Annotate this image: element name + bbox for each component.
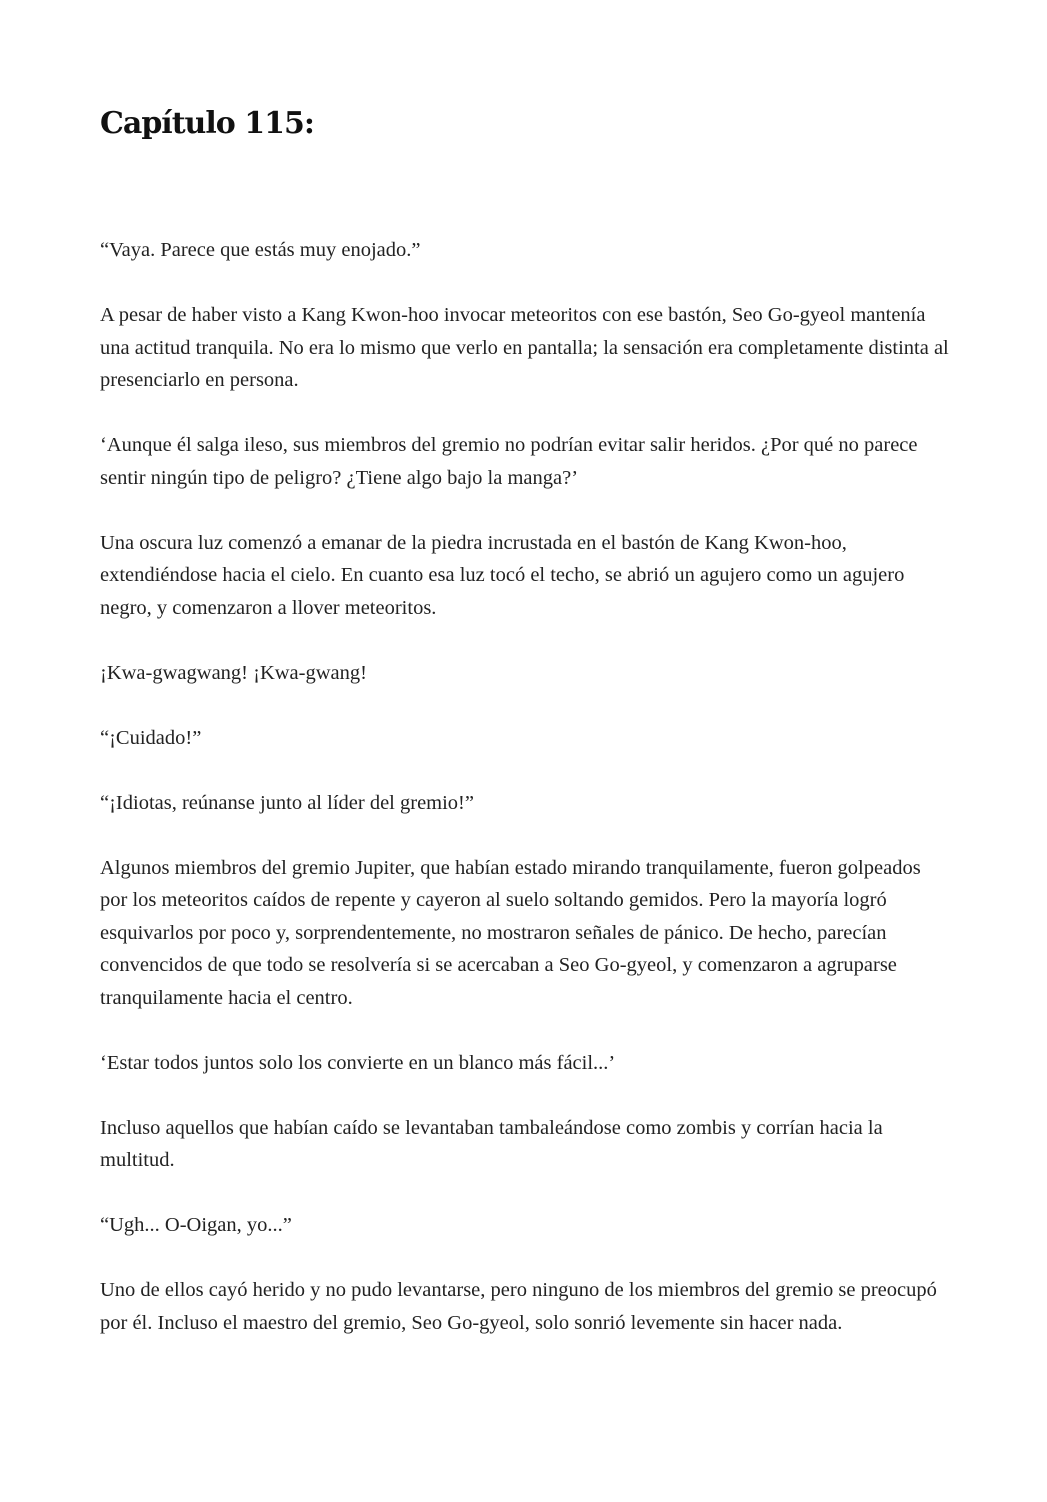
paragraph: “Vaya. Parece que estás muy enojado.” xyxy=(100,239,421,261)
paragraph: “Ugh... O-Oigan, yo...” xyxy=(100,1214,292,1236)
chapter-body xyxy=(100,234,950,1372)
paragraph: “¡Cuidado!” xyxy=(100,726,202,749)
paragraph: ¡Kwa-gwagwang! ¡Kwa-gwang! xyxy=(100,661,367,684)
chapter-title: Capítulo 115: xyxy=(100,106,314,141)
paragraph: ‘Estar todos juntos solo los convierte en un blanco más fácil...’ xyxy=(100,1051,616,1074)
paragraph: Uno de ellos cayó herido y no pudo levantarse, pero ninguno de los miembros del gremio se preocupó por él. Incluso el maestro del gremio, Seo Go-gyeol, solo sonrió levemente sin hacer nada. xyxy=(100,1279,937,1334)
paragraph: A pesar de haber visto a Kang Kwon-hoo invocar meteoritos con ese bastón, Seo Go-gyeol mantenía una actitud tranquila. No era lo mismo que verlo en pantalla; la sensación era completamente distinta al presenciarlo en persona. xyxy=(100,304,949,391)
paragraph: “¡Idiotas, reúnanse junto al líder del gremio!” xyxy=(100,791,474,814)
paragraph: Incluso aquellos que habían caído se levantaban tambaleándose como zombis y corrían hacia la multitud. xyxy=(100,1116,883,1171)
paragraph: Una oscura luz comenzó a emanar de la piedra incrustada en el bastón de Kang Kwon-hoo, extendiéndose hacia el cielo. En cuanto esa luz tocó el techo, se abrió un agujero como un agujero negro, y comenzaron a llover meteoritos. xyxy=(100,531,905,619)
paragraph: Algunos miembros del gremio Jupiter, que habían estado mirando tranquilamente, fueron golpeados por los meteoritos caídos de repente y cayeron al suelo soltando gemidos. Pero la mayoría logró esquivarlos por poco y, sorprendentemente, no mostraron señales de pánico. De hecho, parecían convencidos de que todo se resolvería si se acercaban a Seo Go-gyeol, y comenzaron a agruparse tranquilamente hacia el centro. xyxy=(100,856,921,1009)
paragraph: ‘Aunque él salga ileso, sus miembros del gremio no podrían evitar salir heridos. ¿Por qué no parece sentir ningún tipo de peligro? ¿Tiene algo bajo la manga?’ xyxy=(100,434,918,489)
